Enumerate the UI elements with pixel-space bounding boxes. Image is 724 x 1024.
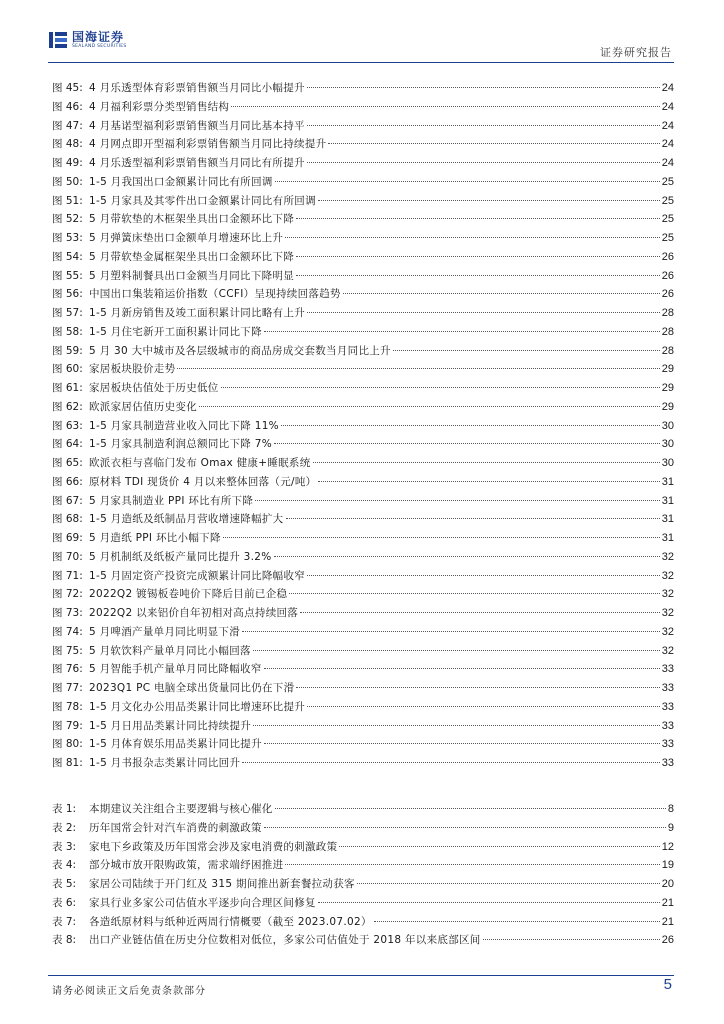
figure-toc-entry[interactable]: [52, 568, 674, 587]
entry-page-number: 32: [661, 625, 674, 638]
entry-page-number: 33: [661, 700, 674, 713]
dot-leader: [221, 387, 660, 388]
entry-label: 图 48:: [52, 138, 83, 151]
table-toc-entry[interactable]: [52, 801, 674, 820]
entry-page-number: 24: [661, 138, 674, 151]
entry-label: 图 52:: [52, 213, 83, 226]
entry-title: 5 月带软垫金属框架坐具出口金额环比下降: [89, 250, 295, 263]
entry-page-number: 26: [661, 250, 674, 263]
entry-label: 图 57:: [52, 307, 83, 319]
figure-toc-entry[interactable]: [52, 418, 674, 437]
entry-title: 原材料 TDI 现货价 4 月以来整体回落（元/吨）: [89, 475, 317, 488]
entry-title: 1-5 月家具制造利润总额同比下降 7%: [89, 438, 272, 451]
entry-page-number: 32: [661, 550, 674, 563]
entry-label: 表 4:: [52, 859, 77, 872]
figure-toc-entry[interactable]: [52, 99, 674, 118]
dot-leader: [255, 500, 660, 501]
table-toc-entry[interactable]: [52, 820, 674, 839]
entry-title: 1-5 月日用品类累计同比持续提升: [89, 719, 252, 732]
entry-page-number: 25: [661, 213, 674, 226]
figure-toc-entry[interactable]: [52, 736, 674, 755]
entry-label: 图 59:: [52, 344, 83, 357]
footer-divider: [48, 975, 674, 976]
dot-leader: [307, 125, 660, 126]
entry-title: 4 月基诺型福利彩票销售额当月同比基本持平: [89, 119, 305, 132]
figure-toc-entry[interactable]: [52, 605, 674, 624]
dot-leader: [328, 143, 659, 144]
entry-title: 欧派家居估值历史变化: [89, 400, 197, 413]
dot-leader: [281, 425, 660, 426]
entry-label: 图 66:: [52, 475, 83, 488]
entry-title: 5 月家具制造业 PPI 环比有所下降: [89, 494, 254, 507]
entry-label: 图 67:: [52, 494, 83, 507]
dot-leader: [286, 518, 660, 519]
entry-page-number: 8: [667, 803, 674, 815]
report-type-label: 证券研究报告: [600, 46, 672, 59]
entry-title: 欧派衣柜与喜临门发布 Omax 健康+睡眠系统: [89, 457, 311, 469]
figure-toc-entry[interactable]: [52, 230, 674, 249]
entry-label: 表 7:: [52, 915, 77, 928]
entry-label: 表 8:: [52, 934, 77, 947]
figure-toc-entry[interactable]: [52, 549, 674, 568]
dot-leader: [242, 762, 659, 763]
entry-title: 5 月 30 大中城市及各层级城市的商品房成交套数当月同比上升: [89, 344, 391, 357]
dot-leader: [274, 443, 660, 444]
dot-leader: [318, 481, 659, 482]
figure-toc-entry[interactable]: [52, 399, 674, 418]
figure-toc-entry[interactable]: [52, 511, 674, 530]
brand-name-cn: 国海证券: [72, 29, 125, 44]
header-divider: [48, 62, 674, 63]
entry-label: 图 55:: [52, 269, 83, 282]
entry-title: 1-5 月我国出口金额累计同比有所回调: [89, 175, 273, 188]
table-toc-entry[interactable]: [52, 876, 674, 895]
figure-toc-entry[interactable]: [52, 324, 674, 343]
footer-disclaimer: 请务必阅读正文后免责条款部分: [52, 986, 206, 997]
entry-page-number: 26: [661, 288, 674, 301]
dot-leader: [296, 256, 660, 257]
entry-page-number: 24: [661, 100, 674, 113]
entry-page-number: 28: [661, 307, 674, 319]
entry-title: 4 月乐透型体育彩票销售额当月同比小幅提升: [89, 82, 305, 94]
entry-label: 表 6:: [52, 896, 77, 909]
entry-page-number: 26: [661, 269, 674, 282]
dot-leader: [313, 462, 660, 463]
figure-toc-entry[interactable]: [52, 624, 674, 643]
figure-toc-entry[interactable]: [52, 193, 674, 212]
entry-page-number: 24: [661, 119, 674, 132]
entry-page-number: 32: [661, 607, 674, 619]
entry-title: 出口产业链估值在历史分位数相对低位，多家公司估值处于 2018 年以来底部区间: [89, 934, 481, 947]
table-toc-entry[interactable]: [52, 932, 674, 951]
dot-leader: [307, 162, 660, 163]
entry-page-number: 29: [661, 382, 674, 394]
entry-label: 图 61:: [52, 382, 83, 394]
entry-label: 图 77:: [52, 682, 83, 694]
entry-title: 5 月塑料制餐具出口金额当月同比下降明显: [89, 269, 295, 282]
entry-page-number: 24: [661, 82, 674, 94]
dot-leader: [357, 883, 660, 884]
figure-toc-entry[interactable]: [52, 305, 674, 324]
entry-label: 图 62:: [52, 400, 83, 413]
company-logo: [48, 30, 127, 50]
entry-title: 5 月机制纸及纸板产量同比提升 3.2%: [89, 550, 272, 563]
figure-toc-entry[interactable]: [52, 286, 674, 305]
entry-label: 图 73:: [52, 607, 83, 619]
figure-toc-entry[interactable]: [52, 755, 674, 774]
dot-leader: [300, 612, 660, 613]
brand-name-en: SEALAND SECURITIES: [72, 43, 127, 49]
entry-page-number: 21: [661, 915, 674, 928]
figure-toc-entry[interactable]: [52, 361, 674, 380]
entry-title: 5 月带软垫的木框架坐具出口金额环比下降: [89, 213, 295, 226]
entry-label: 图 58:: [52, 325, 83, 338]
entry-label: 图 68:: [52, 513, 83, 526]
entry-title: 本期建议关注组合主要逻辑与核心催化: [89, 803, 273, 815]
entry-label: 表 1:: [52, 803, 77, 815]
entry-page-number: 31: [661, 532, 674, 544]
dot-leader: [374, 921, 660, 922]
entry-label: 图 63:: [52, 419, 83, 432]
entry-label: 图 56:: [52, 288, 83, 301]
entry-page-number: 32: [661, 644, 674, 657]
entry-page-number: 31: [661, 513, 674, 526]
entry-page-number: 32: [661, 569, 674, 582]
dot-leader: [318, 200, 660, 201]
entry-page-number: 9: [667, 821, 674, 834]
entry-label: 图 49:: [52, 157, 83, 169]
dot-leader: [199, 406, 660, 407]
dot-leader: [253, 725, 660, 726]
entry-title: 1-5 月新房销售及竣工面积累计同比略有上升: [89, 307, 306, 319]
entry-title: 5 月啤酒产量单月同比明显下滑: [89, 625, 241, 638]
entry-label: 图 64:: [52, 438, 83, 451]
table-toc-entry[interactable]: [52, 914, 674, 933]
entry-page-number: 29: [661, 363, 674, 376]
entry-page-number: 19: [661, 859, 674, 872]
dot-leader: [274, 556, 660, 557]
entry-label: 图 54:: [52, 250, 83, 263]
entry-page-number: 33: [661, 663, 674, 676]
dot-leader: [275, 808, 666, 809]
entry-title: 各造纸原材料与纸种近两周行情概要（截至 2023.07.02）: [89, 915, 372, 928]
entry-title: 部分城市放开限购政策，需求端纾困推进: [89, 859, 284, 872]
entry-title: 家居公司陆续于开门红及 315 期间推出新套餐拉动获客: [89, 878, 355, 890]
figure-toc-entry[interactable]: [52, 455, 674, 474]
entry-page-number: 26: [661, 934, 674, 947]
entry-label: 图 79:: [52, 719, 83, 732]
dot-leader: [307, 575, 660, 576]
entry-title: 家居板块估值处于历史低位: [89, 382, 219, 394]
figure-toc-entry[interactable]: [52, 155, 674, 174]
entry-title: 1-5 月书报杂志类累计同比回升: [89, 757, 241, 769]
entry-title: 4 月福利彩票分类型销售结构: [89, 100, 230, 113]
entry-page-number: 30: [661, 419, 674, 432]
entry-title: 2023Q1 PC 电脑全球出货量同比仍在下滑: [89, 682, 295, 694]
entry-page-number: 33: [661, 757, 674, 769]
entry-page-number: 31: [661, 475, 674, 488]
dot-leader: [264, 331, 660, 332]
figure-toc-entry[interactable]: [52, 380, 674, 399]
entry-title: 1-5 月体育娱乐用品类累计同比提升: [89, 738, 262, 751]
entry-page-number: 25: [661, 175, 674, 188]
figure-toc-entry[interactable]: [52, 174, 674, 193]
dot-leader: [264, 827, 666, 828]
entry-title: 家居板块股价走势: [89, 363, 176, 376]
entry-label: 图 69:: [52, 532, 83, 544]
entry-label: 图 46:: [52, 100, 83, 113]
dot-leader: [253, 650, 660, 651]
entry-label: 表 2:: [52, 821, 77, 834]
entry-title: 4 月网点即开型福利彩票销售额当月同比持续提升: [89, 138, 327, 151]
table-toc-entry[interactable]: [52, 895, 674, 914]
dot-leader: [264, 668, 660, 669]
table-list: [52, 801, 674, 951]
figure-toc-entry[interactable]: [52, 643, 674, 662]
entry-page-number: 31: [661, 494, 674, 507]
dot-leader: [285, 237, 660, 238]
figure-toc-entry[interactable]: [52, 530, 674, 549]
figure-toc-entry[interactable]: [52, 493, 674, 512]
entry-title: 1-5 月住宅新开工面积累计同比下降: [89, 325, 262, 338]
figure-toc-entry[interactable]: [52, 249, 674, 268]
figure-toc-entry[interactable]: [52, 211, 674, 230]
entry-title: 2022Q2 镀锡板卷吨价下降后目前已企稳: [89, 588, 288, 601]
entry-title: 家电下乡政策及历年国常会涉及家电消费的刺激政策: [89, 840, 338, 853]
entry-title: 1-5 月固定资产投资完成额累计同比降幅收窄: [89, 569, 306, 582]
entry-title: 4 月乐透型福利彩票销售额当月同比有所提升: [89, 157, 305, 169]
sealand-logo-icon: [48, 30, 68, 50]
dot-leader: [285, 864, 659, 865]
entry-page-number: 33: [661, 682, 674, 694]
figure-toc-entry[interactable]: [52, 80, 674, 99]
entry-title: 1-5 月家具制造营业收入同比下降 11%: [89, 419, 279, 432]
entry-label: 图 50:: [52, 175, 83, 188]
entry-label: 图 72:: [52, 588, 83, 601]
entry-title: 中国出口集装箱运价指数（CCFI）呈现持续回落趋势: [89, 288, 341, 301]
entry-title: 1-5 月家具及其零件出口金额累计同比有所回调: [89, 194, 316, 207]
figure-toc-entry[interactable]: [52, 136, 674, 155]
entry-page-number: 24: [661, 157, 674, 169]
figure-toc-entry[interactable]: [52, 343, 674, 362]
dot-leader: [296, 275, 660, 276]
entry-page-number: 28: [661, 325, 674, 338]
entry-page-number: 25: [661, 194, 674, 207]
figure-toc-entry[interactable]: [52, 680, 674, 699]
entry-label: 图 76:: [52, 663, 83, 676]
dot-leader: [307, 706, 660, 707]
entry-label: 图 60:: [52, 363, 83, 376]
entry-label: 图 80:: [52, 738, 83, 751]
page-header: [48, 30, 674, 62]
entry-label: 图 45:: [52, 82, 83, 94]
entry-title: 1-5 月造纸及纸制品月营收增速降幅扩大: [89, 513, 284, 526]
entry-label: 图 78:: [52, 700, 83, 713]
page-number: 5: [663, 976, 672, 993]
entry-label: 图 71:: [52, 569, 83, 582]
entry-label: 图 75:: [52, 644, 83, 657]
entry-page-number: 33: [661, 719, 674, 732]
entry-title: 5 月造纸 PPI 环比小幅下降: [89, 532, 221, 544]
dot-leader: [307, 87, 660, 88]
entry-page-number: 28: [661, 344, 674, 357]
dot-leader: [223, 537, 660, 538]
entry-label: 图 81:: [52, 757, 83, 769]
table-toc-entry[interactable]: [52, 839, 674, 858]
entry-title: 2022Q2 以来铝价自年初相对高点持续回落: [89, 607, 299, 619]
entry-label: 图 65:: [52, 457, 83, 469]
dot-leader: [289, 593, 659, 594]
entry-label: 表 3:: [52, 840, 77, 853]
entry-page-number: 25: [661, 232, 674, 244]
dot-leader: [483, 939, 660, 940]
dot-leader: [296, 218, 660, 219]
figure-toc-entry[interactable]: [52, 718, 674, 737]
entry-page-number: 30: [661, 457, 674, 469]
entry-title: 5 月弹簧床垫出口金额单月增速环比上升: [89, 232, 284, 244]
entry-page-number: 21: [661, 896, 674, 909]
entry-label: 图 47:: [52, 119, 83, 132]
entry-page-number: 12: [661, 840, 674, 853]
figure-toc-entry[interactable]: [52, 699, 674, 718]
dot-leader: [275, 181, 660, 182]
entry-label: 图 51:: [52, 194, 83, 207]
entry-page-number: 29: [661, 400, 674, 413]
dot-leader: [339, 846, 659, 847]
dot-leader: [296, 687, 659, 688]
entry-label: 图 70:: [52, 550, 83, 563]
entry-page-number: 32: [661, 588, 674, 601]
entry-label: 图 53:: [52, 232, 83, 244]
entry-label: 图 74:: [52, 625, 83, 638]
entry-page-number: 33: [661, 738, 674, 751]
dot-leader: [318, 902, 660, 903]
dot-leader: [177, 368, 659, 369]
figure-toc-entry[interactable]: [52, 661, 674, 680]
entry-title: 1-5 月文化办公用品类累计同比增速环比提升: [89, 700, 306, 713]
entry-title: 5 月软饮料产量单月同比小幅回落: [89, 644, 251, 657]
dot-leader: [307, 312, 660, 313]
dot-leader: [393, 350, 660, 351]
table-toc-entry[interactable]: [52, 857, 674, 876]
dot-leader: [264, 743, 660, 744]
figure-toc-entry[interactable]: [52, 268, 674, 287]
entry-label: 表 5:: [52, 878, 77, 890]
figure-toc-entry[interactable]: [52, 118, 674, 137]
dot-leader: [242, 631, 660, 632]
entry-page-number: 30: [661, 438, 674, 451]
figure-toc-entry[interactable]: [52, 436, 674, 455]
entry-title: 5 月智能手机产量单月同比降幅收窄: [89, 663, 262, 676]
entry-title: 历年国常会针对汽车消费的刺激政策: [89, 821, 262, 834]
entry-page-number: 20: [661, 878, 674, 890]
figure-list: [52, 80, 674, 774]
dot-leader: [343, 293, 660, 294]
figure-toc-entry[interactable]: [52, 586, 674, 605]
figure-toc-entry[interactable]: [52, 474, 674, 493]
entry-title: 家具行业多家公司估值水平逐步向合理区间修复: [89, 896, 316, 909]
dot-leader: [231, 106, 660, 107]
